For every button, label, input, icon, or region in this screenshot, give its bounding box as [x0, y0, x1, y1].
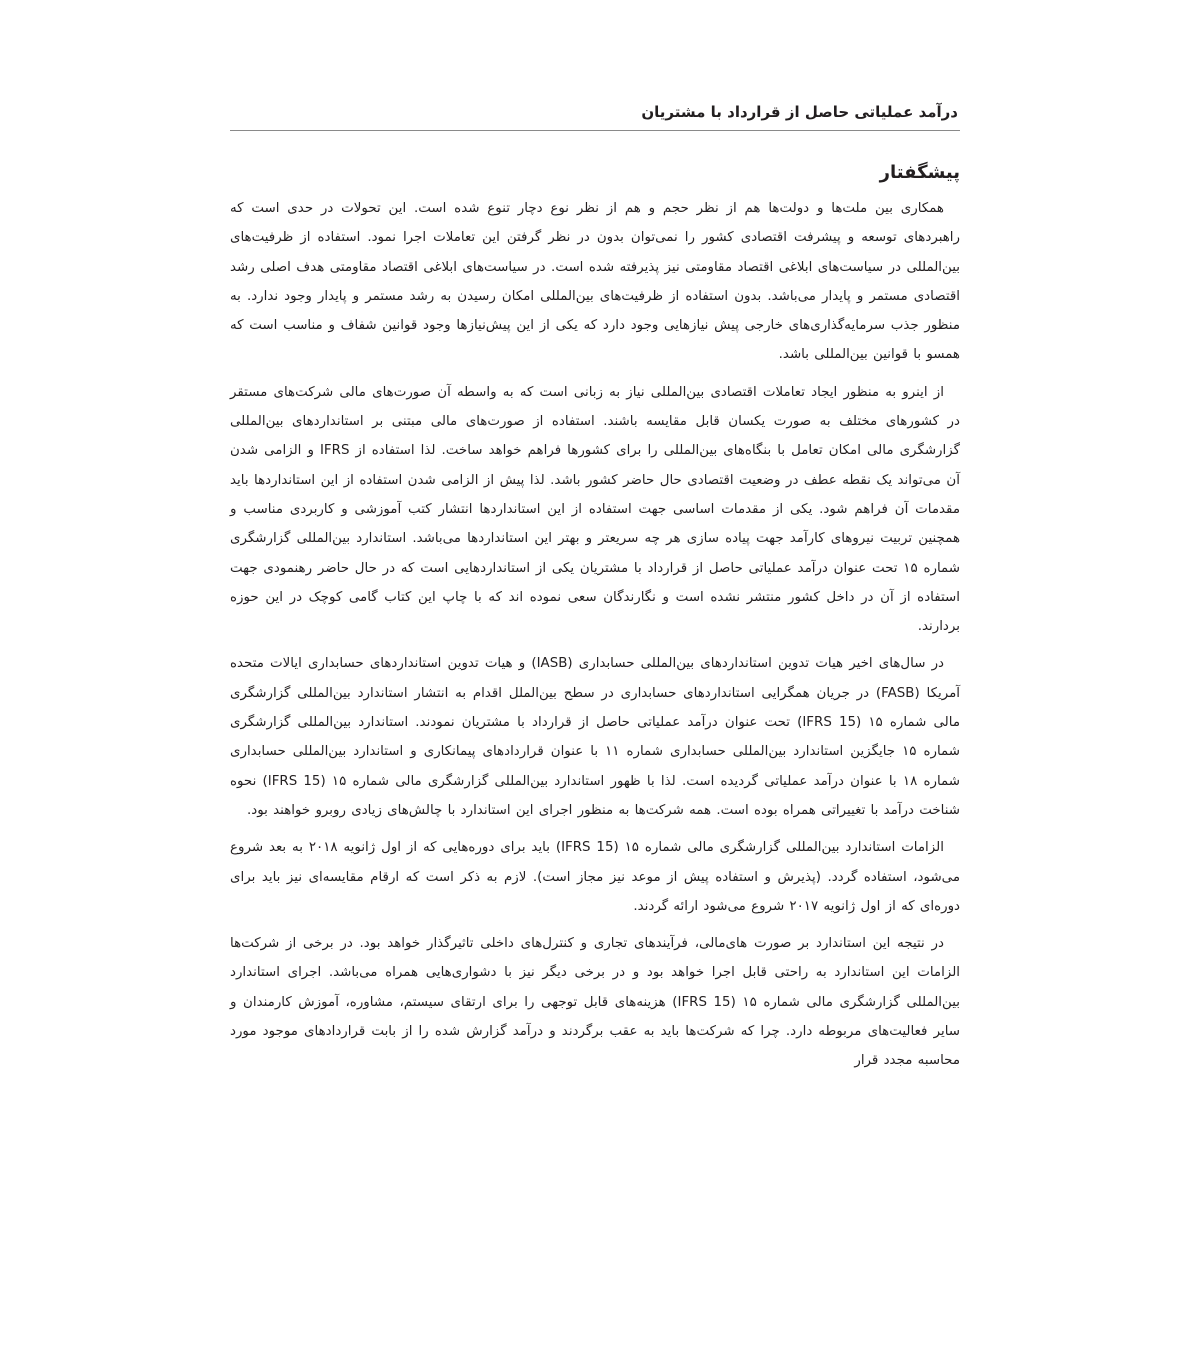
main-content [230, 158, 960, 1084]
paragraph: در نتیجه این استاندارد بر صورت های‌مالی، فرآیندهای تجاری و کنترل‌های داخلی تاثیرگذار خواهد بود. در برخی از شرکت‌ها الزامات این استاندارد به راحتی قابل اجرا خواهد بود و در برخی دیگر نیز با دشواری‌هایی همراه می‌باشد. اجرای استاندارد بین‌المللی گزارشگری مالی شماره ۱۵ (IFRS 15) هزینه‌های قابل توجهی را برای ارتقای سیستم، مشاوره، آموزش کارمندان و سایر فعالیت‌های مربوطه دارد. چرا که شرکت‌ها باید به عقب برگردند و درآمد گزارش شده را از بابت قراردادهای موجود مورد محاسبه مجدد قرار [230, 936, 960, 1069]
paragraph: الزامات استاندارد بین‌المللی گزارشگری مالی شماره ۱۵ (IFRS 15) باید برای دوره‌هایی که از اول ژانویه ۲۰۱۸ به بعد شروع می‌شود، استفاده گردد. (پذیرش و استفاده پیش از موعد نیز مجاز است). لازم به ذکر است که ارقام مقایسه‌ای نیز باید برای دوره‌ای که از اول ژانویه ۲۰۱۷ شروع می‌شود ارائه گردند. [230, 840, 960, 914]
header-divider [230, 130, 960, 131]
paragraph: از اینرو به منظور ایجاد تعاملات اقتصادی بین‌المللی نیاز به زبانی است که به واسطه آن صورت‌های مالی شرکت‌های مستقر در کشورهای مختلف به صورت یکسان قابل مقایسه باشند. استفاده از صورت‌های مالی مبتنی بر استانداردهای بین‌المللی گزارشگری مالی امکان تعامل با بنگاه‌های بین‌المللی را برای کشورها فراهم خواهد ساخت. لذا استفاده از IFRS و الزامی شدن آن می‌تواند یک نقطه عطف در وضعیت اقتصادی حال حاضر کشور باشد. لذا پیش از الزامی شدن استفاده از این استانداردها باید مقدمات آن فراهم شود. یکی از مقدمات اساسی جهت استفاده از این استانداردها انتشار کتب آموزشی و کاربردی مناسب و همچنین تربیت نیروهای کارآمد جهت پیاده سازی هر چه سریعتر و بهتر این استانداردها می‌باشد. استاندارد بین‌المللی گزارشگری شماره ۱۵ تحت عنوان درآمد عملیاتی حاصل از قرارداد با مشتریان یکی از استانداردهایی است که در حال حاضر رهنمودی جهت استفاده از آن در داخل کشور منتشر نشده است و نگارندگان سعی نموده اند که با چاپ این کتاب گامی کوچک در این حوزه بردارند. [230, 384, 961, 635]
section-title: پیشگفتار [879, 162, 960, 183]
paragraph: در سال‌های اخیر هیات تدوین استانداردهای بین‌المللی حسابداری (IASB) و هیات تدوین استانداردهای حسابداری ایالات متحده آمریکا (FASB) در جریان همگرایی استانداردهای حسابداری در سطح بین‌الملل اقدام به انتشار استاندارد بین‌المللی گزارشگری مالی شماره ۱۵ (IFRS 15) تحت عنوان درآمد عملیاتی حاصل از قرارداد با مشتریان نمودند. استاندارد بین‌المللی گزارشگری شماره ۱۵ جایگزین استاندارد بین‌المللی حسابداری شماره ۱۱ با عنوان قراردادهای پیمانکاری و استاندارد بین‌المللی حسابداری شماره ۱۸ با عنوان درآمد عملیاتی گردیده است. لذا با ظهور استاندارد بین‌المللی گزارشگری مالی شماره ۱۵ (IFRS 15) نحوه شناخت درآمد با تغییراتی همراه بوده است. همه شرکت‌ها به منظور اجرای این استاندارد با چالش‌های زیادی روبرو خواهند بود. [230, 656, 961, 818]
running-header-title: درآمد عملیاتی حاصل از قرارداد با مشتریان [641, 103, 958, 121]
paragraph: همکاری بین ملت‌ها و دولت‌ها هم از نظر حجم و هم از نظر نوع دچار تنوع شده است. این تحولات در حدی است که راهبردهای توسعه و پیشرفت اقتصادی کشور را نمی‌توان بدون در نظر گرفتن این تعاملات اجرا نمود. استفاده از ظرفیت‌های بین‌المللی در سیاست‌های ابلاغی اقتصاد مقاومتی نیز پذیرفته شده است. در سیاست‌های ابلاغی اقتصاد مقاومتی هدف اصلی رشد اقتصادی مستمر و پایدار می‌باشد. بدون استفاده از ظرفیت‌های بین‌المللی امکان رسیدن به رشد مستمر و پایدار وجود ندارد. به منظور جذب سرمایه‌گذاری‌های خارجی پیش نیازهایی وجود دارد که یکی از این پیش‌نیازها وجود قوانین شفاف و مناسب است که همسو با قوانین بین‌المللی باشد. [230, 201, 960, 363]
